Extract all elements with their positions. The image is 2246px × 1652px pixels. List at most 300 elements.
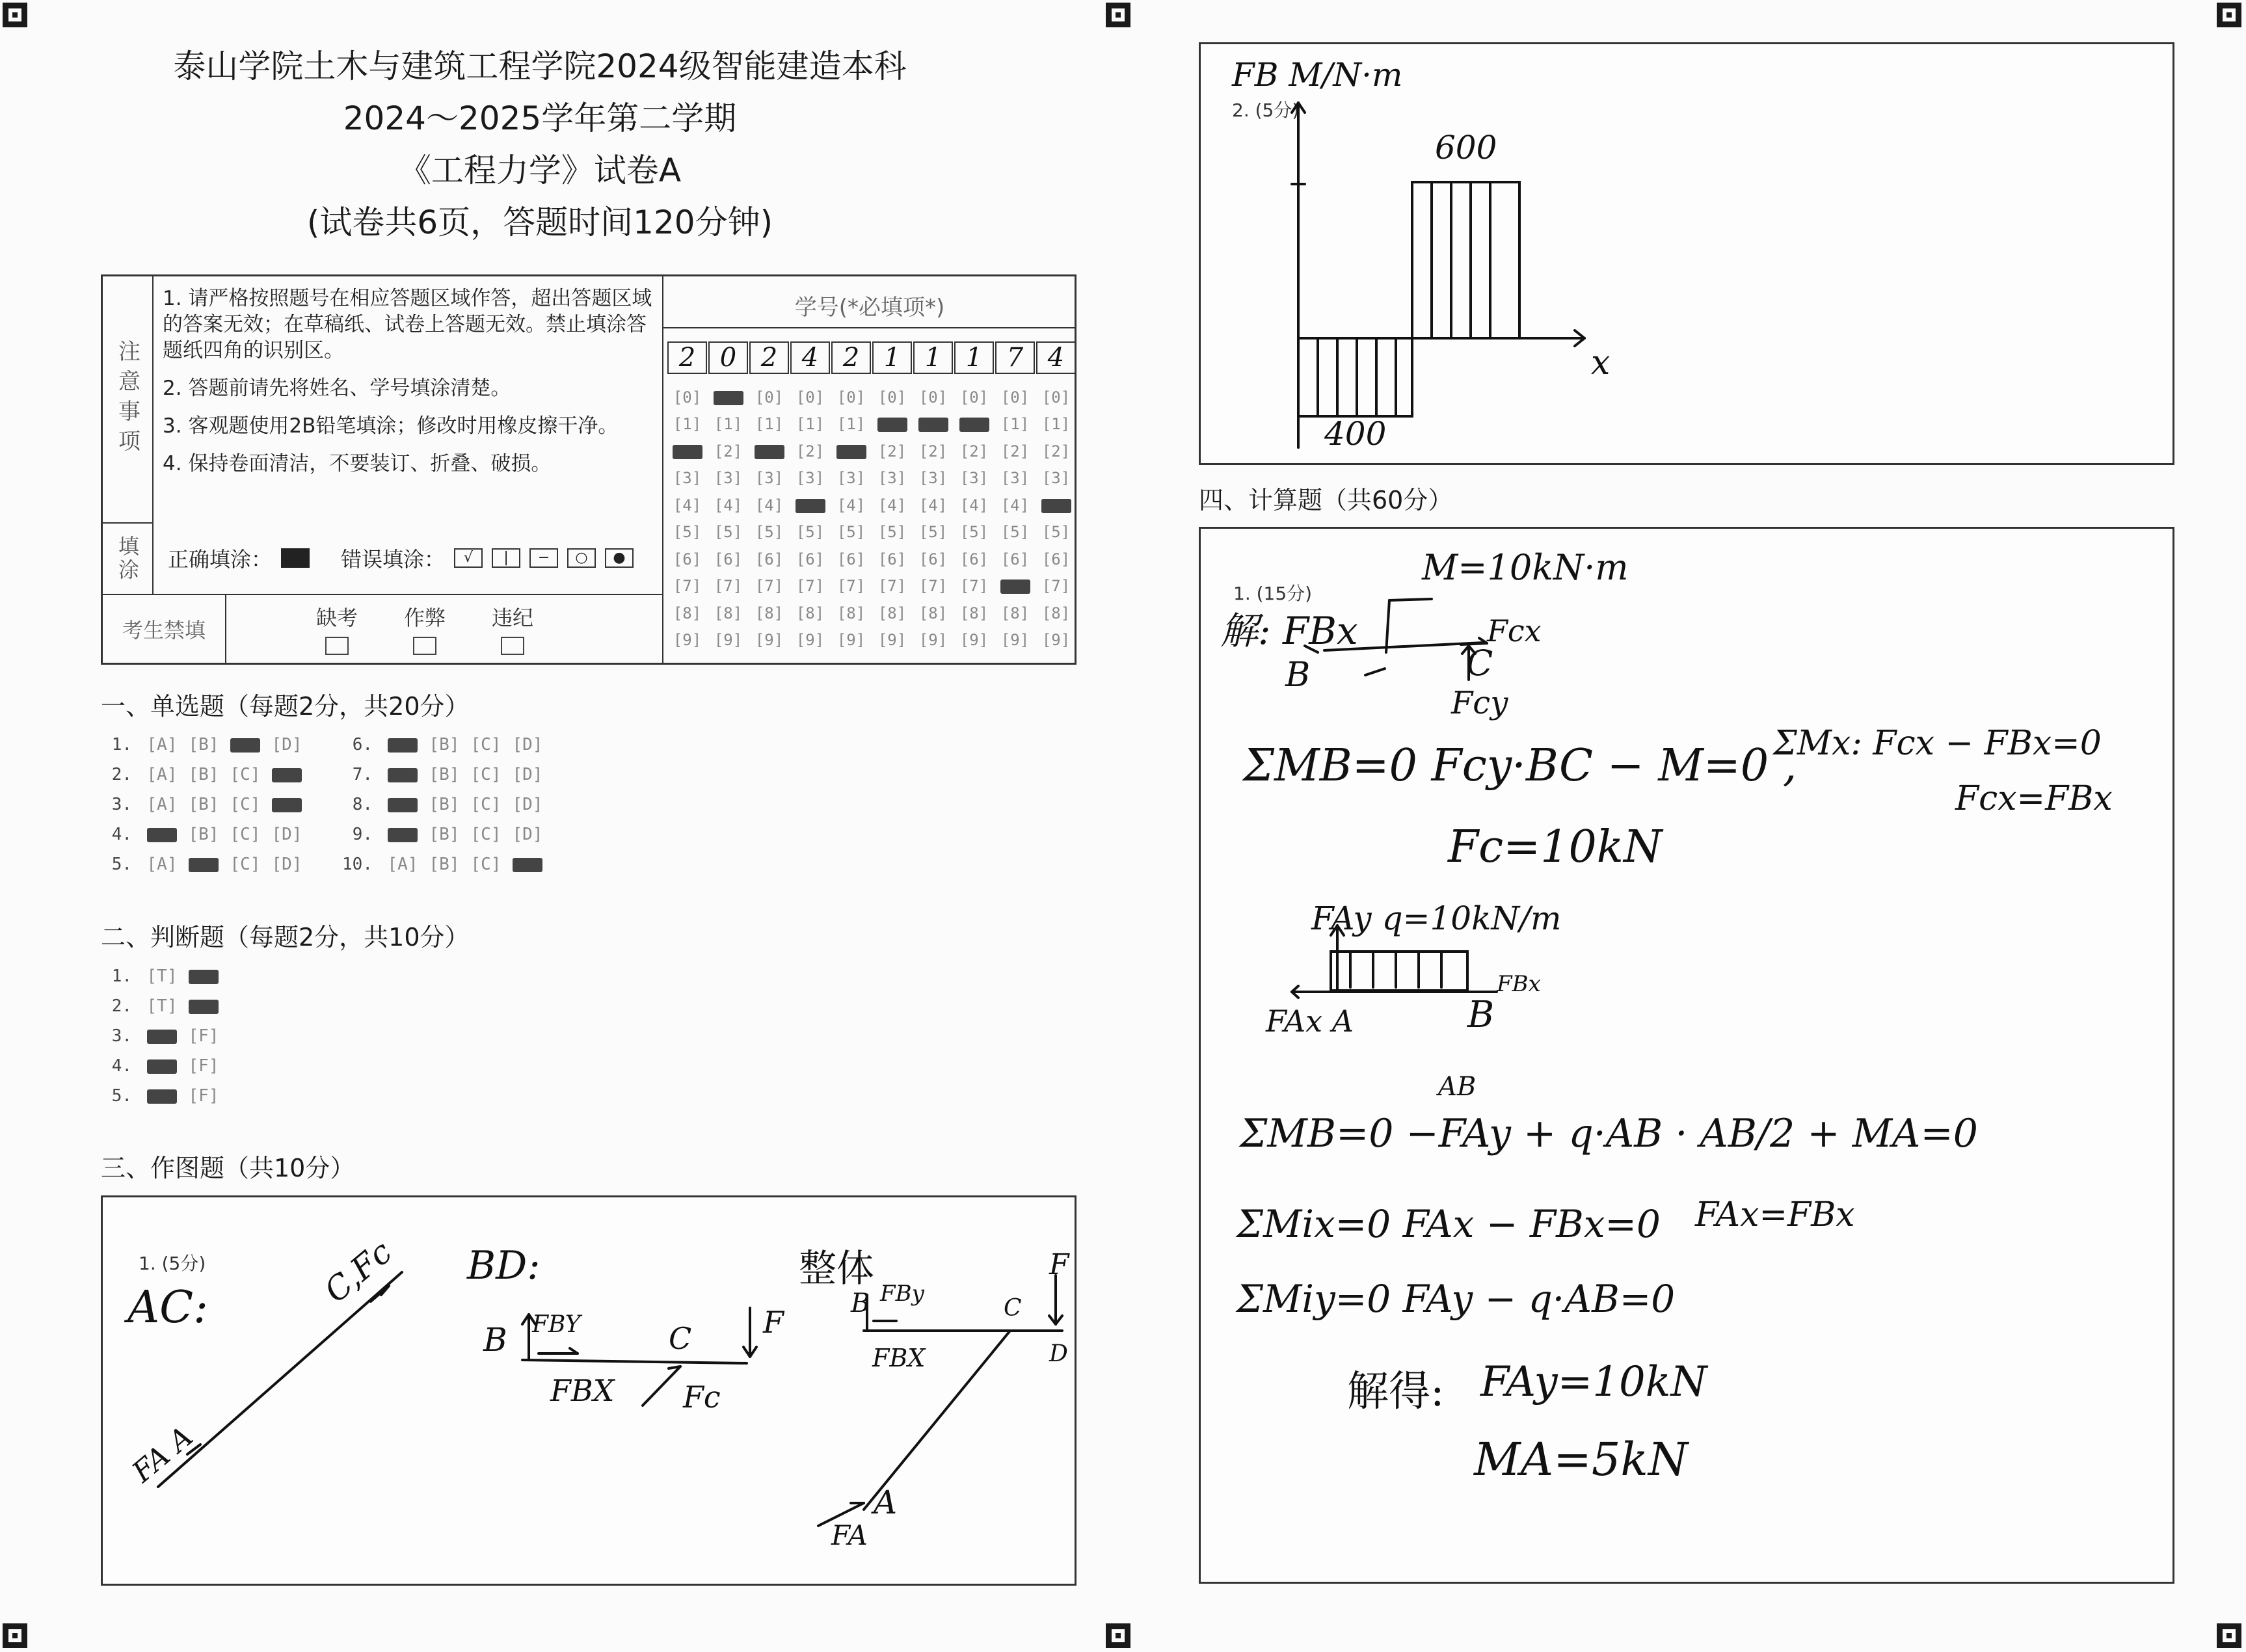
- hand-fcx: Fcx: [1487, 613, 1542, 648]
- hand-b2: B: [1467, 994, 1495, 1036]
- id-bubble[interactable]: [708, 388, 748, 406]
- true-false-row: [101, 966, 224, 986]
- bubble-row: [667, 492, 1077, 519]
- forbid-cheat-label: 作弊: [403, 606, 446, 630]
- id-bubble[interactable]: [5]: [836, 523, 866, 542]
- exam-title-info: (试卷共6页，答题时间120分钟): [306, 204, 773, 241]
- hand-fa-a: FA A: [126, 1420, 200, 1489]
- id-bubble[interactable]: [9]: [795, 631, 825, 650]
- id-bubble[interactable]: [4]: [673, 496, 702, 514]
- hand-eq1c: Fcx=FBx: [1955, 779, 2113, 818]
- id-bubble[interactable]: [6]: [714, 550, 743, 568]
- choice-bubble[interactable]: [C]: [470, 735, 501, 754]
- student-id-title: 学号(*必填项*): [794, 295, 945, 321]
- registration-marker-bottom-left: [3, 1623, 27, 1648]
- id-bubble[interactable]: [6]: [836, 550, 866, 568]
- moment-diagram-box: [1199, 42, 2174, 465]
- id-bubble[interactable]: [1]: [755, 415, 784, 434]
- id-bubble[interactable]: [2]: [918, 442, 948, 460]
- bubble-row: [667, 438, 1077, 465]
- id-bubble[interactable]: [9]: [959, 631, 989, 650]
- question-number: 2.: [111, 765, 132, 784]
- hand-c-fc: C,Fc: [317, 1232, 399, 1311]
- id-bubble[interactable]: [7]: [918, 577, 948, 596]
- id-bubble[interactable]: [8]: [795, 604, 825, 622]
- question-number: 9.: [352, 825, 373, 844]
- choice-bubble[interactable]: [D]: [512, 735, 543, 754]
- id-bubble[interactable]: [3]: [1041, 469, 1071, 488]
- choice-bubble[interactable]: [507, 855, 548, 874]
- id-bubble[interactable]: [5]: [1041, 523, 1071, 542]
- hand-f: F: [763, 1305, 784, 1340]
- hand-fbx2: FBX: [872, 1344, 926, 1372]
- choice-bubble[interactable]: [C]: [230, 825, 261, 844]
- choice-bubble[interactable]: [C]: [230, 795, 261, 814]
- hand-fby2: FBy: [880, 1281, 924, 1307]
- id-bubble[interactable]: [1]: [1041, 415, 1071, 434]
- hand-bd: BD:: [467, 1243, 541, 1288]
- hand-eq2: Fc=10kN: [1448, 821, 1663, 873]
- note-item: 1. 请严格按照题号在相应答题区域作答，超出答题区域的答案无效；在草稿纸、试卷上答题无效。禁止填涂答题纸四角的识别区。: [163, 287, 652, 362]
- choice-bubble[interactable]: [B]: [429, 825, 460, 844]
- choice-bubble[interactable]: [D]: [271, 825, 302, 844]
- id-bubble[interactable]: [0]: [877, 388, 907, 406]
- id-bubble[interactable]: [4]: [918, 496, 948, 514]
- tf-bubble[interactable]: [F]: [188, 1026, 219, 1046]
- single-choice-row: [101, 765, 308, 784]
- id-bubble[interactable]: [749, 442, 789, 460]
- question-number: 2.: [111, 996, 132, 1016]
- hand-fcy: Fcy: [1451, 685, 1508, 721]
- id-bubble[interactable]: [0]: [795, 388, 825, 406]
- id-bubble[interactable]: [9]: [918, 631, 948, 650]
- hand-fbx2: FBx: [1497, 971, 1541, 997]
- single-choice-row: [341, 825, 548, 844]
- single-choice-row: [101, 735, 308, 754]
- registration-marker-top-center: [1106, 3, 1130, 27]
- choice-bubble[interactable]: [A]: [146, 735, 178, 754]
- hand-axis-m: FB M/N·m: [1232, 56, 1403, 94]
- id-bubble[interactable]: [7]: [836, 577, 866, 596]
- note-item: 2. 答题前请先将姓名、学号填涂清楚。: [163, 377, 511, 400]
- drawing-sketch: [103, 1197, 1078, 1588]
- id-bubble[interactable]: [5]: [1000, 523, 1030, 542]
- hand-fbx: FBX: [550, 1373, 615, 1408]
- id-bubble[interactable]: [7]: [877, 577, 907, 596]
- hand-c: C: [1466, 643, 1493, 684]
- hand-ab: AB: [1438, 1072, 1477, 1102]
- id-bubble[interactable]: [1]: [836, 415, 866, 434]
- correct-fill-label: 正确填涂：: [168, 547, 273, 572]
- id-bubble[interactable]: [0]: [1041, 388, 1071, 406]
- tf-bubble[interactable]: [183, 996, 224, 1016]
- bubble-row: [667, 573, 1077, 600]
- question-number: 1.: [111, 966, 132, 986]
- id-bubble[interactable]: [6]: [673, 550, 702, 568]
- tf-bubble[interactable]: [T]: [146, 996, 178, 1016]
- question-label: 1. (15分): [1233, 583, 1313, 604]
- hand-eq4b: FAx=FBx: [1695, 1195, 1855, 1234]
- correct-fill-sample: [281, 548, 310, 568]
- choice-bubble[interactable]: [B]: [429, 735, 460, 754]
- choice-bubble[interactable]: [D]: [271, 735, 302, 754]
- id-bubble[interactable]: [5]: [877, 523, 907, 542]
- hand-b: B: [483, 1321, 507, 1359]
- hand-d: D: [1049, 1340, 1068, 1367]
- id-bubble[interactable]: [5]: [918, 523, 948, 542]
- id-bubble[interactable]: [2]: [795, 442, 825, 460]
- student-id-digit: 1: [954, 341, 994, 374]
- single-choice-row: [341, 765, 548, 784]
- student-id-digits: [667, 341, 1077, 374]
- hand-value-600: 600: [1435, 129, 1497, 167]
- choice-bubble[interactable]: [B]: [429, 855, 460, 874]
- student-id-digit: 2: [831, 341, 871, 374]
- question-number: 10.: [342, 855, 373, 874]
- id-bubble[interactable]: [3]: [918, 469, 948, 488]
- hand-eq1: ΣMB=0 Fcy·BC − M=0 ,: [1243, 740, 1797, 792]
- id-bubble[interactable]: [1]: [1000, 415, 1030, 434]
- choice-bubble[interactable]: [C]: [470, 825, 501, 844]
- id-bubble[interactable]: [9]: [673, 631, 702, 650]
- student-id-digit: 1: [872, 341, 912, 374]
- id-bubble[interactable]: [8]: [714, 604, 743, 622]
- id-bubble[interactable]: [3]: [755, 469, 784, 488]
- choice-bubble[interactable]: [A]: [146, 855, 178, 874]
- id-bubble[interactable]: [6]: [1041, 550, 1071, 568]
- id-bubble[interactable]: [5]: [755, 523, 784, 542]
- id-bubble[interactable]: [0]: [755, 388, 784, 406]
- section-drawing-title: 三、作图题（共10分）: [101, 1154, 355, 1182]
- choice-bubble[interactable]: [C]: [470, 795, 501, 814]
- id-bubble[interactable]: [5]: [795, 523, 825, 542]
- id-bubble[interactable]: [8]: [1000, 604, 1030, 622]
- id-bubble[interactable]: [9]: [836, 631, 866, 650]
- hand-fa2: FA: [831, 1519, 868, 1551]
- choice-bubble[interactable]: [382, 825, 423, 844]
- bubble-row: [667, 627, 1077, 654]
- forbid-violation[interactable]: [477, 602, 548, 655]
- id-bubble[interactable]: [3]: [795, 469, 825, 488]
- hand-fax-a: FAx A: [1266, 1004, 1354, 1039]
- choice-bubble[interactable]: [B]: [188, 735, 219, 754]
- question-label: 1. (5分): [139, 1253, 206, 1274]
- hand-eq4: ΣMix=0 FAx − FBx=0: [1237, 1202, 1661, 1246]
- forbid-absent-checkbox[interactable]: [325, 637, 349, 655]
- choice-bubble[interactable]: [B]: [429, 795, 460, 814]
- id-bubble[interactable]: [3]: [877, 469, 907, 488]
- hand-b: B: [1285, 656, 1311, 695]
- id-bubble[interactable]: [7]: [959, 577, 989, 596]
- hand-a2: A: [874, 1484, 898, 1521]
- note-item: 4. 保持卷面清洁，不要装订、折叠、破损。: [163, 452, 552, 475]
- true-false-row: [101, 1026, 224, 1046]
- id-bubble[interactable]: [9]: [877, 631, 907, 650]
- choice-bubble[interactable]: [141, 825, 183, 844]
- question-number: 4.: [111, 825, 132, 844]
- id-bubble[interactable]: [8]: [959, 604, 989, 622]
- id-bubble[interactable]: [0]: [1000, 388, 1030, 406]
- question-number: 4.: [111, 1056, 132, 1076]
- hand-eq1b: ΣMx: Fcx − FBx=0: [1773, 724, 2102, 763]
- student-id-digit: 0: [708, 341, 748, 374]
- hand-moment: M=10kN·m: [1422, 547, 1629, 588]
- id-bubble[interactable]: [0]: [959, 388, 989, 406]
- bubble-row: [667, 546, 1077, 573]
- question-number: 3.: [111, 1026, 132, 1046]
- calculation-answer-box: [1199, 527, 2174, 1584]
- single-choice-row: [341, 855, 548, 874]
- question-number: 3.: [111, 795, 132, 814]
- section-calculation-title: 四、计算题（共60分）: [1199, 486, 1453, 514]
- id-bubble[interactable]: [3]: [714, 469, 743, 488]
- student-id-digit: 4: [790, 341, 830, 374]
- choice-bubble[interactable]: [D]: [271, 855, 302, 874]
- id-bubble[interactable]: [6]: [795, 550, 825, 568]
- exam-title-course: 《工程力学》试卷A: [398, 152, 682, 189]
- question-number: 5.: [111, 855, 132, 874]
- section-single-choice-title: 一、单选题（每题2分，共20分）: [101, 692, 470, 721]
- hand-b2: B: [851, 1288, 870, 1318]
- id-bubble[interactable]: [7]: [673, 577, 702, 596]
- hand-result-fay: FAy=10kN: [1480, 1358, 1707, 1406]
- id-bubble[interactable]: [1]: [795, 415, 825, 434]
- wrong-fill-sample: −: [529, 548, 558, 568]
- hand-eq5: ΣMiy=0 FAy − q·AB=0: [1237, 1277, 1676, 1321]
- id-bubble[interactable]: [5]: [714, 523, 743, 542]
- bubble-row: [667, 600, 1077, 627]
- choice-bubble[interactable]: [C]: [230, 855, 261, 874]
- choice-bubble[interactable]: [A]: [146, 795, 178, 814]
- id-bubble[interactable]: [5]: [673, 523, 702, 542]
- hand-c2: C: [1004, 1295, 1022, 1322]
- choice-bubble[interactable]: [A]: [146, 765, 178, 784]
- id-bubble[interactable]: [4]: [877, 496, 907, 514]
- hand-f2: F: [1049, 1248, 1069, 1281]
- tf-bubble[interactable]: [183, 966, 224, 986]
- hand-jiede: 解得:: [1347, 1368, 1445, 1416]
- id-bubble[interactable]: [8]: [755, 604, 784, 622]
- hand-eq3: ΣMB=0 −FAy + q·AB · AB/2 + MA=0: [1240, 1111, 1978, 1156]
- id-bubble[interactable]: [9]: [1000, 631, 1030, 650]
- question-number: 6.: [352, 735, 373, 754]
- id-bubble[interactable]: [6]: [918, 550, 948, 568]
- id-bubble[interactable]: [2]: [1041, 442, 1071, 460]
- id-bubble[interactable]: [3]: [1000, 469, 1030, 488]
- single-choice-row: [101, 855, 308, 874]
- notes-list: [163, 286, 663, 488]
- id-bubble[interactable]: [7]: [755, 577, 784, 596]
- choice-bubble[interactable]: [382, 735, 423, 754]
- id-bubble[interactable]: [3]: [673, 469, 702, 488]
- single-choice-row: [101, 795, 308, 814]
- id-bubble[interactable]: [8]: [877, 604, 907, 622]
- id-bubble[interactable]: [2]: [714, 442, 743, 460]
- bubble-row: [667, 384, 1077, 411]
- hand-fby: FBY: [532, 1311, 581, 1338]
- choice-bubble[interactable]: [C]: [470, 855, 501, 874]
- choice-bubble[interactable]: [183, 855, 224, 874]
- wrong-fill-sample: ●: [605, 548, 634, 568]
- fill-label: 填涂: [103, 522, 154, 594]
- hand-ac: AC:: [127, 1282, 209, 1333]
- id-bubble[interactable]: [1]: [714, 415, 743, 434]
- id-bubble[interactable]: [8]: [1041, 604, 1071, 622]
- bubble-row: [667, 519, 1077, 546]
- drawing-answer-box: [101, 1195, 1076, 1586]
- choice-bubble[interactable]: [382, 765, 423, 784]
- id-bubble[interactable]: [7]: [1041, 577, 1071, 596]
- id-bubble[interactable]: [9]: [714, 631, 743, 650]
- id-bubble[interactable]: [667, 442, 707, 460]
- student-id-digit: 2: [667, 341, 707, 374]
- tf-bubble[interactable]: [T]: [146, 966, 178, 986]
- id-bubble[interactable]: [2]: [1000, 442, 1030, 460]
- divider: [663, 327, 1076, 328]
- id-bubble[interactable]: [8]: [673, 604, 702, 622]
- id-bubble[interactable]: [9]: [1041, 631, 1071, 650]
- student-id-digit: 2: [749, 341, 789, 374]
- id-bubble[interactable]: [0]: [673, 388, 702, 406]
- choice-bubble[interactable]: [266, 765, 308, 784]
- id-bubble[interactable]: [1036, 496, 1076, 514]
- choice-bubble[interactable]: [C]: [230, 765, 261, 784]
- id-bubble[interactable]: [2]: [877, 442, 907, 460]
- id-bubble[interactable]: [4]: [959, 496, 989, 514]
- registration-marker-bottom-center: [1106, 1623, 1130, 1648]
- student-id-digit: 4: [1036, 341, 1076, 374]
- id-bubble[interactable]: [6]: [1000, 550, 1030, 568]
- choice-bubble[interactable]: [B]: [188, 825, 219, 844]
- fill-example-row: [168, 543, 634, 573]
- choice-bubble[interactable]: [D]: [512, 795, 543, 814]
- id-bubble[interactable]: [8]: [918, 604, 948, 622]
- id-bubble[interactable]: [4]: [755, 496, 784, 514]
- section-true-false-title: 二、判断题（每题2分，共10分）: [101, 923, 470, 952]
- forbid-absent-label: 缺考: [315, 606, 358, 630]
- bubble-row: [667, 411, 1077, 438]
- question-number: 7.: [352, 765, 373, 784]
- tf-bubble[interactable]: [F]: [188, 1056, 219, 1076]
- choice-bubble[interactable]: [B]: [429, 765, 460, 784]
- id-bubble[interactable]: [1]: [673, 415, 702, 434]
- choice-bubble[interactable]: [B]: [188, 765, 219, 784]
- id-bubble[interactable]: [954, 415, 994, 433]
- id-bubble[interactable]: [5]: [959, 523, 989, 542]
- choice-bubble[interactable]: [224, 735, 266, 754]
- forbid-label: 考生禁填: [103, 594, 226, 664]
- question-number: 8.: [352, 795, 373, 814]
- id-bubble[interactable]: [3]: [836, 469, 866, 488]
- forbid-violation-checkbox[interactable]: [501, 637, 524, 655]
- wrong-fill-sample: |: [492, 548, 520, 568]
- id-bubble[interactable]: [872, 415, 912, 433]
- registration-marker-top-left: [3, 3, 27, 27]
- tf-bubble[interactable]: [141, 1026, 183, 1046]
- choice-bubble[interactable]: [A]: [387, 855, 418, 874]
- id-bubble[interactable]: [831, 442, 871, 460]
- wrong-fill-sample: ○: [567, 548, 596, 568]
- tf-bubble[interactable]: [F]: [188, 1086, 219, 1106]
- student-id-bubble-grid: [667, 384, 1077, 654]
- exam-title-term: 2024～2025学年第二学期: [343, 100, 737, 137]
- wrong-fill-label: 错误填涂：: [341, 547, 446, 572]
- id-bubble[interactable]: [4]: [714, 496, 743, 514]
- choice-bubble[interactable]: [D]: [512, 825, 543, 844]
- note-item: 3. 客观题使用2B铅笔填涂；修改时用橡皮擦干净。: [163, 414, 619, 438]
- registration-marker-top-right: [2217, 3, 2241, 27]
- hand-fc: Fc: [683, 1379, 721, 1415]
- student-id-digit: 7: [995, 341, 1035, 374]
- forbid-cheat[interactable]: [389, 602, 461, 655]
- hand-whole: 整体: [799, 1246, 875, 1290]
- forbid-violation-label: 违纪: [491, 606, 533, 630]
- choice-bubble[interactable]: [B]: [188, 795, 219, 814]
- id-bubble[interactable]: [913, 415, 953, 433]
- single-choice-row: [341, 795, 548, 814]
- id-bubble[interactable]: [6]: [755, 550, 784, 568]
- choice-bubble[interactable]: [C]: [470, 765, 501, 784]
- calculation-sketch: [1201, 529, 2176, 1586]
- tf-bubble[interactable]: [141, 1086, 183, 1106]
- bubble-row: [667, 465, 1077, 492]
- id-bubble[interactable]: [4]: [836, 496, 866, 514]
- student-id-digit: 1: [913, 341, 953, 374]
- id-bubble[interactable]: [6]: [959, 550, 989, 568]
- tf-bubble[interactable]: [141, 1056, 183, 1076]
- single-choice-row: [101, 825, 308, 844]
- id-bubble[interactable]: [7]: [795, 577, 825, 596]
- id-bubble[interactable]: [6]: [877, 550, 907, 568]
- true-false-row: [101, 996, 224, 1016]
- true-false-row: [101, 1086, 224, 1106]
- hand-c: C: [669, 1321, 692, 1356]
- hand-result-ma: MA=5kN: [1474, 1433, 1689, 1486]
- exam-title-school: 泰山学院土木与建筑工程学院2024级智能建造本科: [173, 47, 907, 85]
- choice-bubble[interactable]: [382, 795, 423, 814]
- hand-jie-fbx: 解: FBx: [1220, 609, 1358, 653]
- wrong-fill-sample: √: [454, 548, 483, 568]
- question-number: 5.: [111, 1086, 132, 1106]
- hand-value-400: 400: [1324, 415, 1387, 453]
- answer-sheet-info-box: [101, 274, 1076, 665]
- true-false-row: [101, 1056, 224, 1076]
- moment-diagram-sketch: [1201, 44, 2176, 467]
- id-bubble[interactable]: [0]: [836, 388, 866, 406]
- choice-bubble[interactable]: [266, 795, 308, 814]
- student-id-area: [662, 276, 1075, 663]
- single-choice-row: [341, 735, 548, 754]
- question-number: 1.: [111, 735, 132, 754]
- id-bubble[interactable]: [4]: [1000, 496, 1030, 514]
- id-bubble[interactable]: [8]: [836, 604, 866, 622]
- id-bubble[interactable]: [995, 577, 1035, 595]
- notes-label: 注意事项: [103, 276, 154, 522]
- id-bubble[interactable]: [3]: [959, 469, 989, 488]
- hand-q-load: FAy q=10kN/m: [1311, 899, 1562, 937]
- question-label: 2. (5分): [1232, 100, 1300, 121]
- choice-bubble[interactable]: [D]: [512, 765, 543, 784]
- id-bubble[interactable]: [0]: [918, 388, 948, 406]
- id-bubble[interactable]: [7]: [714, 577, 743, 596]
- forbid-absent[interactable]: [301, 602, 373, 655]
- id-bubble[interactable]: [790, 496, 830, 514]
- hand-axis-x: x: [1591, 343, 1611, 382]
- registration-marker-bottom-right: [2217, 1623, 2241, 1648]
- id-bubble[interactable]: [2]: [959, 442, 989, 460]
- id-bubble[interactable]: [9]: [755, 631, 784, 650]
- forbid-cheat-checkbox[interactable]: [413, 637, 436, 655]
